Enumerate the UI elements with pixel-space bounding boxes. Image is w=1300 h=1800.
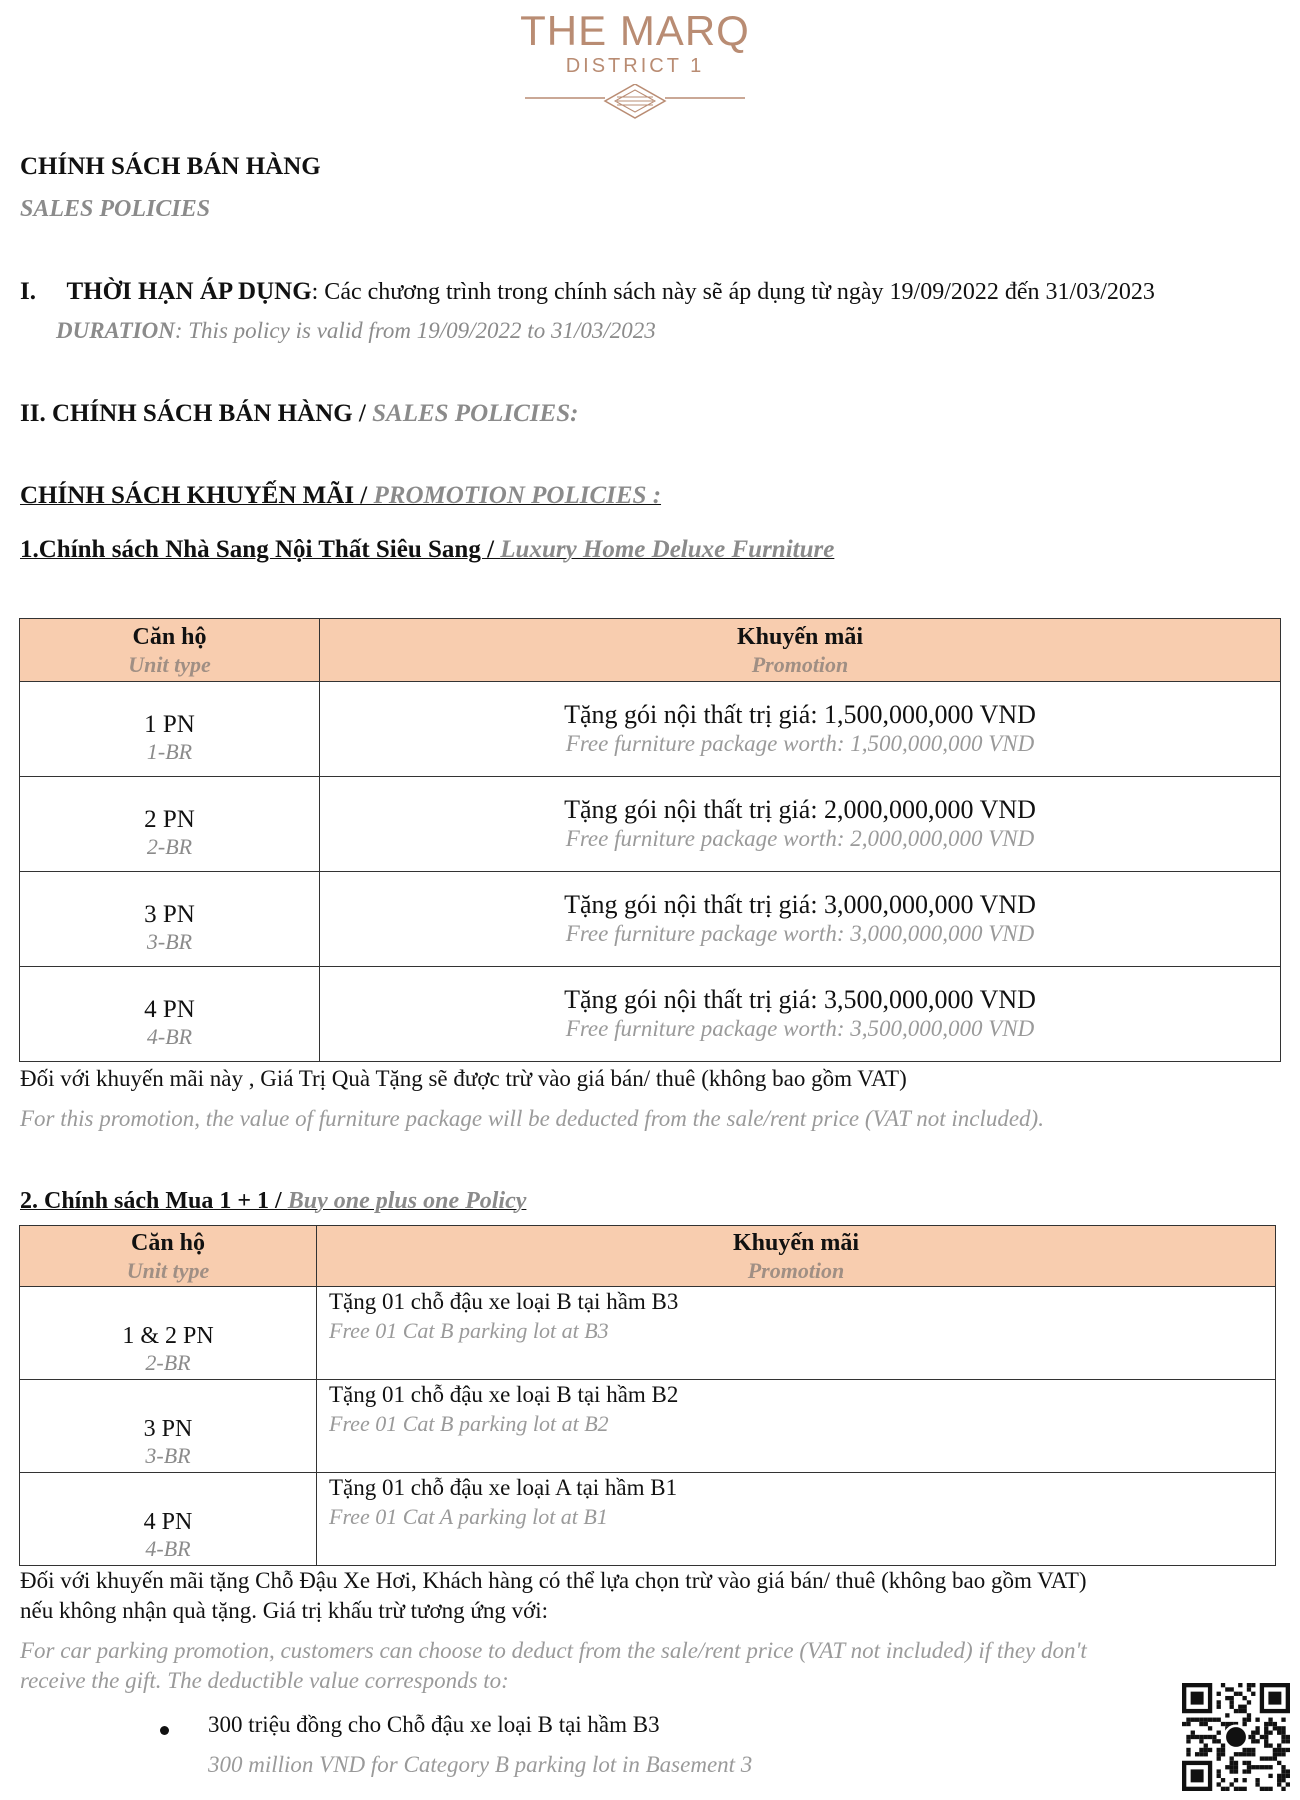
policy2-title: 2. Chính sách Mua 1 + 1 /: [20, 1188, 288, 1214]
bullet-dot-icon: [160, 1726, 169, 1735]
policy1-note-en: For this promotion, the value of furniture package will be deducted from the sale/rent price (VAT not included).: [20, 1106, 1044, 1131]
duration-label: THỜI HẠN ÁP DỤNG: [66, 278, 312, 305]
duration-text: : Các chương trình trong chính sách này sẽ áp dụng từ ngày 19/09/2022 đến 31/03/2023: [311, 279, 1155, 305]
policy1-title-en: Luxury Home Deluxe Furniture: [500, 536, 835, 563]
promo-cell: Tặng gói nội thất trị giá: 2,000,000,000 VND Free furniture package worth: 2,000,000,000 VND: [320, 777, 1281, 872]
promo-cell: Tặng 01 chỗ đậu xe loại B tại hầm B2 Free 01 Cat B parking lot at B2: [317, 1380, 1276, 1473]
sales-policies-heading: [20, 400, 578, 428]
unit-cell: 2 PN 2-BR: [20, 777, 320, 872]
duration-text-en: : This policy is valid from 19/09/2022 to 31/03/2023: [174, 318, 656, 343]
promo-cell: Tặng gói nội thất trị giá: 3,000,000,000 VND Free furniture package worth: 3,000,000,000 VND: [320, 872, 1281, 967]
header-unit: Căn hộ Unit type: [20, 619, 320, 682]
logo-subtitle: DISTRICT 1: [565, 55, 705, 77]
unit-cell: 1 & 2 PN 2-BR: [20, 1287, 317, 1380]
policy2-note-line2: nếu không nhận quà tặng. Giá trị khấu trừ tương ứng với:: [20, 1598, 549, 1623]
promotion-heading: [20, 482, 661, 510]
promo-cell: Tặng gói nội thất trị giá: 1,500,000,000 VND Free furniture package worth: 1,500,000,000 VND: [320, 682, 1281, 777]
table-row: [20, 777, 1281, 872]
sales-policies-title-en: SALES POLICIES:: [372, 400, 579, 427]
table-row: [20, 967, 1281, 1062]
policy1-heading: [20, 536, 834, 564]
header-promotion: Khuyến mãi Promotion: [317, 1226, 1276, 1287]
duration-line: [20, 278, 1155, 306]
bullet-item: 300 triệu đồng cho Chỗ đậu xe loại B tại hầm B3: [208, 1712, 660, 1737]
policy2-note-line1: Đối với khuyến mãi tặng Chỗ Đậu Xe Hơi, Khách hàng có thể lựa chọn trừ vào giá bán/ thuê (không bao gồm VAT): [20, 1568, 1087, 1593]
policy1-title: 1.Chính sách Nhà Sang Nội Thất Siêu Sang /: [20, 536, 501, 563]
unit-cell: 4 PN 4-BR: [20, 967, 320, 1062]
table-row: [20, 872, 1281, 967]
header-promotion: Khuyến mãi Promotion: [320, 619, 1281, 682]
page-title-en: SALES POLICIES: [20, 196, 211, 222]
section-number: I.: [20, 278, 36, 305]
table-row: [20, 1287, 1276, 1380]
sales-policies-title: II. CHÍNH SÁCH BÁN HÀNG /: [20, 400, 373, 427]
promotion-title: CHÍNH SÁCH KHUYẾN MÃI /: [20, 482, 374, 509]
policy2-title-en: Buy one plus one Policy: [287, 1188, 527, 1214]
unit-cell: 3 PN 3-BR: [20, 872, 320, 967]
unit-cell: 3 PN 3-BR: [20, 1380, 317, 1473]
table-row: [20, 1473, 1276, 1566]
unit-cell: 4 PN 4-BR: [20, 1473, 317, 1566]
policy2-note-en-line2: receive the gift. The deductible value corresponds to:: [20, 1668, 509, 1693]
promo-cell: Tặng gói nội thất trị giá: 3,500,000,000 VND Free furniture package worth: 3,500,000,000 VND: [320, 967, 1281, 1062]
table-row: [20, 682, 1281, 777]
policy2-note-en-line1: For car parking promotion, customers can choose to deduct from the sale/rent price (VAT not included) if they don't: [20, 1638, 1087, 1663]
unit-cell: 1 PN 1-BR: [20, 682, 320, 777]
promotion-title-en: PROMOTION POLICIES :: [373, 482, 662, 509]
promo-cell: Tặng 01 chỗ đậu xe loại B tại hầm B3 Free 01 Cat B parking lot at B3: [317, 1287, 1276, 1380]
bullet-item-en: 300 million VND for Category B parking lot in Basement 3: [208, 1752, 753, 1777]
furniture-promotion-table: [19, 618, 1281, 1062]
duration-label-en: DURATION: [56, 318, 175, 343]
diamond-emblem-icon: [525, 84, 745, 124]
duration-line-en: [56, 318, 656, 344]
brand-logo: [520, 8, 750, 124]
table-header-row: [20, 619, 1281, 682]
table-header-row: [20, 1226, 1276, 1287]
policy1-note: Đối với khuyến mãi này , Giá Trị Quà Tặng sẽ được trừ vào giá bán/ thuê (không bao gồm VAT): [20, 1066, 907, 1091]
qr-code-icon: [1182, 1683, 1290, 1791]
table-row: [20, 1380, 1276, 1473]
page-title: CHÍNH SÁCH BÁN HÀNG: [20, 153, 321, 180]
logo-title: THE MARQ: [520, 7, 750, 54]
header-unit: Căn hộ Unit type: [20, 1226, 317, 1287]
promo-cell: Tặng 01 chỗ đậu xe loại A tại hầm B1 Free 01 Cat A parking lot at B1: [317, 1473, 1276, 1566]
policy2-heading: [20, 1188, 526, 1215]
parking-promotion-table: [19, 1225, 1276, 1566]
